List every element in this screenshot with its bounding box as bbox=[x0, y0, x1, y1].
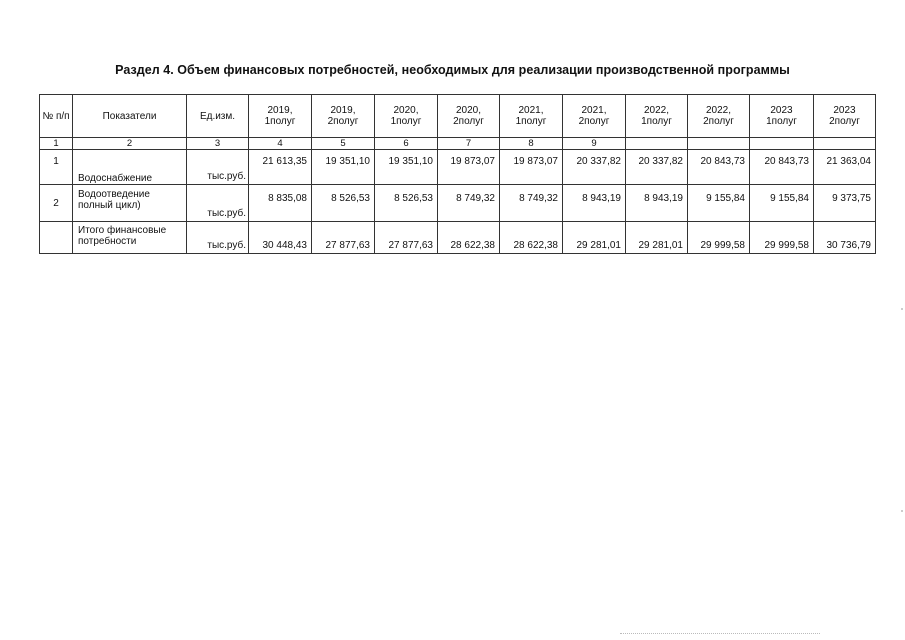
cell-value: 8 526,53 bbox=[375, 185, 438, 222]
cell-value: 19 873,07 bbox=[500, 150, 563, 185]
header-period: 2020, 2полуг bbox=[438, 95, 500, 138]
cell-value: 29 281,01 bbox=[626, 222, 688, 254]
cell-value: 20 843,73 bbox=[688, 150, 750, 185]
column-number: 9 bbox=[563, 138, 626, 150]
cell-value: 8 749,32 bbox=[500, 185, 563, 222]
financial-needs-table bbox=[39, 94, 876, 254]
cell-value: 29 999,58 bbox=[688, 222, 750, 254]
cell-value: 8 835,08 bbox=[249, 185, 312, 222]
header-period: 2020, 1полуг bbox=[375, 95, 438, 138]
column-number: 7 bbox=[438, 138, 500, 150]
cell-value: 9 373,75 bbox=[814, 185, 876, 222]
row-unit: тыс.руб. bbox=[187, 222, 249, 254]
cell-value: 29 281,01 bbox=[563, 222, 626, 254]
column-number: 3 bbox=[187, 138, 249, 150]
table-row bbox=[40, 185, 876, 222]
header-period: 2021, 1полуг bbox=[500, 95, 563, 138]
cell-value: 27 877,63 bbox=[312, 222, 375, 254]
row-number: 2 bbox=[40, 185, 73, 222]
column-number bbox=[814, 138, 876, 150]
header-period: 2022, 2полуг bbox=[688, 95, 750, 138]
scan-artifact bbox=[901, 308, 903, 310]
cell-value: 8 943,19 bbox=[563, 185, 626, 222]
cell-value: 8 526,53 bbox=[312, 185, 375, 222]
column-number bbox=[750, 138, 814, 150]
cell-value: 27 877,63 bbox=[375, 222, 438, 254]
header-no: № п/п bbox=[40, 95, 73, 138]
row-indicator: Итого финансовые потребности bbox=[73, 222, 187, 254]
cell-value: 30 448,43 bbox=[249, 222, 312, 254]
cell-value: 29 999,58 bbox=[750, 222, 814, 254]
cell-value: 8 943,19 bbox=[626, 185, 688, 222]
cell-value: 28 622,38 bbox=[500, 222, 563, 254]
cell-value: 20 337,82 bbox=[563, 150, 626, 185]
section-title: Раздел 4. Объем финансовых потребностей, необходимых для реализации производственной программы bbox=[115, 63, 790, 77]
row-indicator: Водоотведение полный цикл) bbox=[73, 185, 187, 222]
cell-value: 28 622,38 bbox=[438, 222, 500, 254]
header-indicator: Показатели bbox=[73, 95, 187, 138]
row-indicator: Водоснабжение bbox=[73, 150, 187, 185]
header-period: 2023 1полуг bbox=[750, 95, 814, 138]
header-unit: Ед.изм. bbox=[187, 95, 249, 138]
row-number: 1 bbox=[40, 150, 73, 185]
row-number bbox=[40, 222, 73, 254]
header-period: 2019, 1полуг bbox=[249, 95, 312, 138]
row-unit: тыс.руб. bbox=[187, 185, 249, 222]
header-period: 2019, 2полуг bbox=[312, 95, 375, 138]
cell-value: 9 155,84 bbox=[688, 185, 750, 222]
header-row bbox=[40, 95, 876, 138]
header-period: 2021, 2полуг bbox=[563, 95, 626, 138]
column-number: 6 bbox=[375, 138, 438, 150]
cell-value: 30 736,79 bbox=[814, 222, 876, 254]
cell-value: 19 351,10 bbox=[375, 150, 438, 185]
scan-artifact bbox=[901, 510, 903, 512]
table-row-total bbox=[40, 222, 876, 254]
table-row bbox=[40, 150, 876, 185]
column-number bbox=[688, 138, 750, 150]
cell-value: 19 351,10 bbox=[312, 150, 375, 185]
header-period: 2022, 1полуг bbox=[626, 95, 688, 138]
cell-value: 20 843,73 bbox=[750, 150, 814, 185]
scan-artifact bbox=[620, 633, 820, 637]
column-number: 8 bbox=[500, 138, 563, 150]
row-unit: тыс.руб. bbox=[187, 150, 249, 185]
column-number: 4 bbox=[249, 138, 312, 150]
cell-value: 20 337,82 bbox=[626, 150, 688, 185]
header-period: 2023 2полуг bbox=[814, 95, 876, 138]
column-number: 5 bbox=[312, 138, 375, 150]
cell-value: 21 613,35 bbox=[249, 150, 312, 185]
cell-value: 8 749,32 bbox=[438, 185, 500, 222]
column-number: 1 bbox=[40, 138, 73, 150]
column-number bbox=[626, 138, 688, 150]
cell-value: 19 873,07 bbox=[438, 150, 500, 185]
cell-value: 9 155,84 bbox=[750, 185, 814, 222]
column-number-row bbox=[40, 138, 876, 150]
column-number: 2 bbox=[73, 138, 187, 150]
cell-value: 21 363,04 bbox=[814, 150, 876, 185]
